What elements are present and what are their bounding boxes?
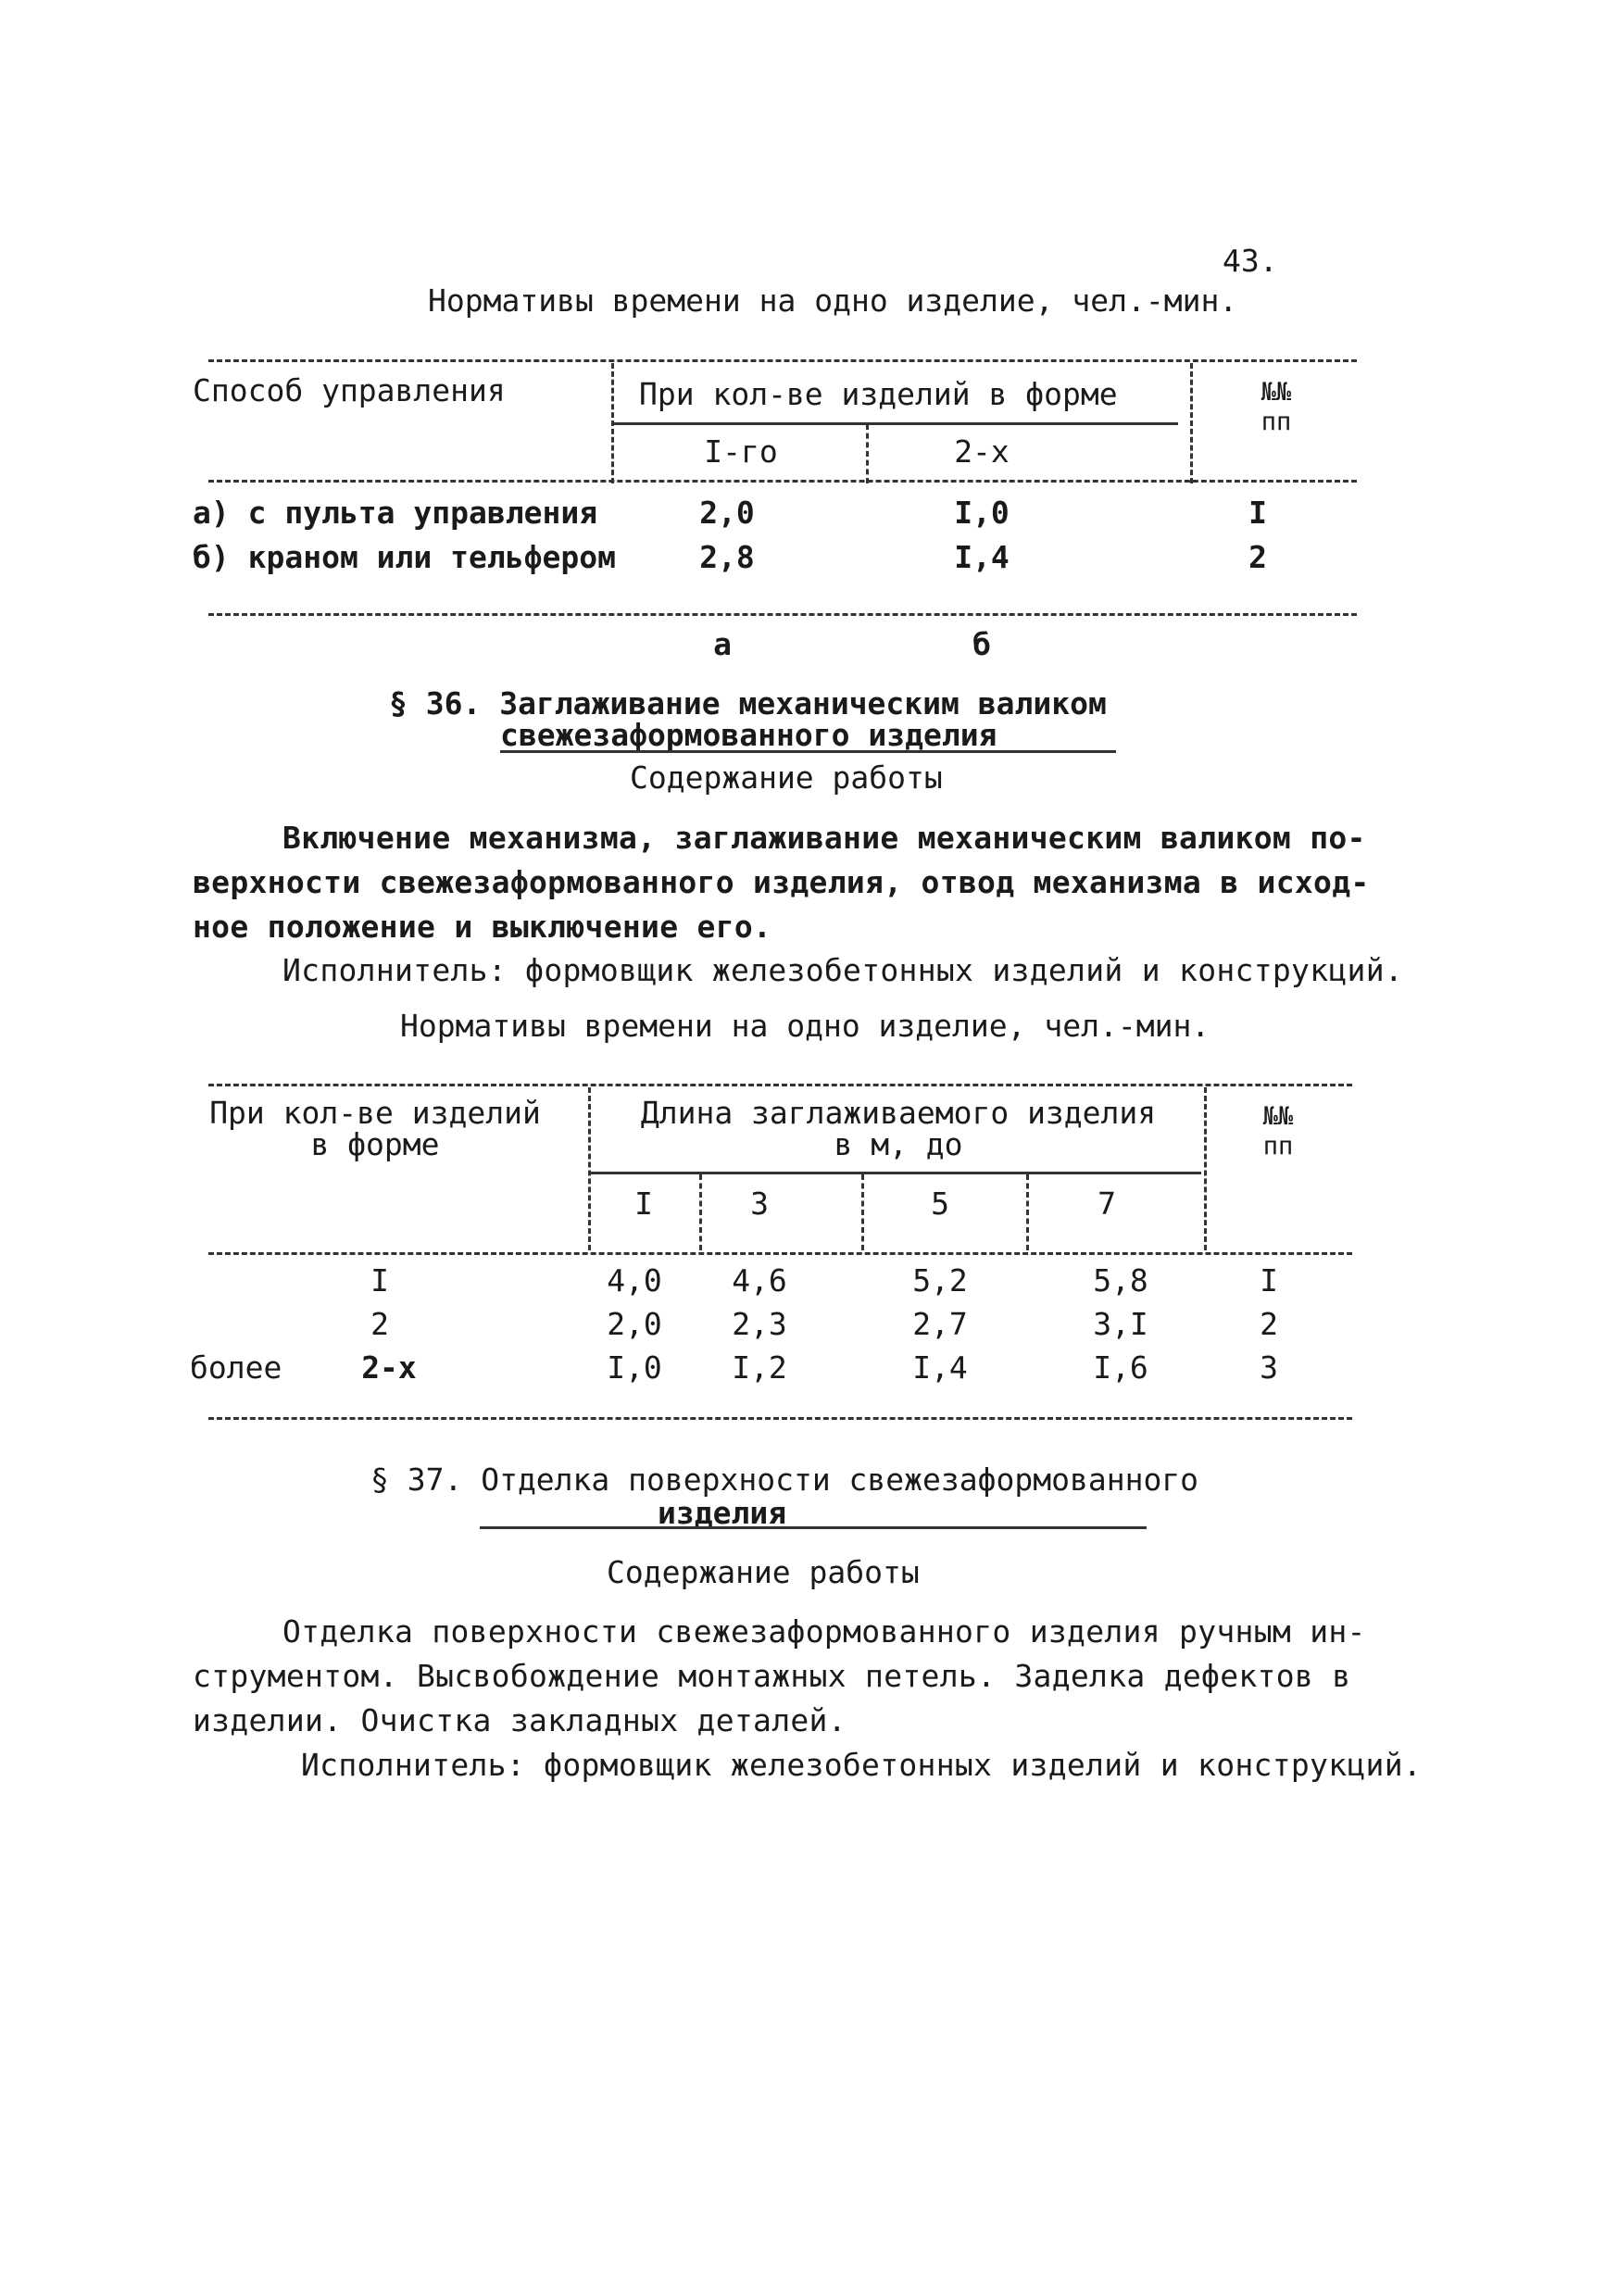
table1-footer-b: б <box>972 626 991 662</box>
section36-content-heading: Содержание работы <box>630 759 943 796</box>
row-value-first: 2,0 <box>699 495 755 531</box>
row-number: 2 <box>1260 1306 1278 1342</box>
row-value-l7: I,6 <box>1093 1349 1148 1386</box>
section36-performer: Исполнитель: формовщик железобетонных изделий и конструкций. <box>282 952 1404 988</box>
row-number: I <box>1260 1262 1278 1299</box>
table2-header-qty: При кол-ве изделий в форме <box>209 1095 541 1162</box>
table2-top-rule <box>208 1084 1352 1086</box>
table2-bottom-rule <box>208 1417 1352 1420</box>
row-value-second: I,0 <box>954 495 1010 531</box>
row-qty: 2 <box>370 1306 389 1342</box>
row-value-l5: 5,2 <box>912 1262 968 1299</box>
table2-header-length-1: I <box>634 1186 653 1222</box>
row-value-l5: I,4 <box>912 1349 968 1386</box>
row-prefix: более <box>190 1349 282 1386</box>
section37-body: Отделка поверхности свежезаформованного изделия ручным ин- <box>282 1613 1366 1650</box>
table1-header-group: При кол-ве изделий в форме <box>639 376 1118 412</box>
row-value-l3: 4,6 <box>732 1262 787 1299</box>
section36-body: верхности свежезаформованного изделия, отвод механизма в исход- <box>193 864 1370 900</box>
table1-top-rule <box>208 359 1357 362</box>
table1-header-rule <box>208 480 1357 483</box>
row-number: 2 <box>1248 539 1267 575</box>
section37-content-heading: Содержание работы <box>607 1554 920 1590</box>
row-value-first: 2,8 <box>699 539 755 575</box>
row-qty: I <box>370 1262 389 1299</box>
row-number: 3 <box>1260 1349 1278 1386</box>
row-value-l7: 5,8 <box>1093 1262 1148 1299</box>
page-number: 43. <box>1223 243 1278 279</box>
table1-header-first: I-го <box>704 433 778 470</box>
table1-bottom-rule <box>208 613 1357 616</box>
row-label: б) краном или тельфером <box>193 539 616 575</box>
row-value-l3: 2,3 <box>732 1306 787 1342</box>
table2-header-group: Длина заглаживаемого изделия в м, до <box>640 1095 1157 1162</box>
section37-subtitle: изделия <box>658 1495 787 1531</box>
row-number: I <box>1248 495 1267 531</box>
table2-header-num: №№ пп <box>1262 1102 1294 1161</box>
row-value-l3: I,2 <box>732 1349 787 1386</box>
row-value-l7: 3,I <box>1093 1306 1148 1342</box>
section36-subtitle: свежезаформованного изделия <box>500 717 997 753</box>
section37-body: струментом. Высвобождение монтажных петель. Заделка дефектов в <box>193 1658 1351 1694</box>
table1-header-second: 2-х <box>954 433 1010 470</box>
row-value-l5: 2,7 <box>912 1306 968 1342</box>
section36-title: § 36. Заглаживание механическим валиком <box>389 685 1107 721</box>
table2-header-rule <box>208 1252 1352 1255</box>
section37-body: изделии. Очистка закладных деталей. <box>193 1702 847 1738</box>
row-value-second: I,4 <box>954 539 1010 575</box>
table1-caption: Нормативы времени на одно изделие, чел.-мин. <box>428 282 1238 319</box>
row-label: а) с пульта управления <box>193 495 598 531</box>
table2-header-length-7: 7 <box>1097 1186 1116 1222</box>
table1-header-method: Способ управления <box>193 372 506 408</box>
table2-header-length-3: 3 <box>750 1186 769 1222</box>
section36-body: Включение механизма, заглаживание механическим валиком по- <box>282 820 1366 856</box>
row-value-l1: 4,0 <box>607 1262 662 1299</box>
table2-header-length-5: 5 <box>931 1186 949 1222</box>
row-qty: 2-х <box>361 1349 417 1386</box>
table1-header-num: №№ пп <box>1261 378 1292 436</box>
section36-body: ное положение и выключение его. <box>193 909 772 945</box>
row-value-l1: 2,0 <box>607 1306 662 1342</box>
table1-footer-a: а <box>713 626 732 662</box>
row-value-l1: I,0 <box>607 1349 662 1386</box>
section37-performer: Исполнитель: формовщик железобетонных изделий и конструкций. <box>301 1747 1423 1783</box>
section37-title: § 37. Отделка поверхности свежезаформованного <box>370 1462 1199 1498</box>
table2-caption: Нормативы времени на одно изделие, чел.-мин. <box>400 1008 1210 1044</box>
